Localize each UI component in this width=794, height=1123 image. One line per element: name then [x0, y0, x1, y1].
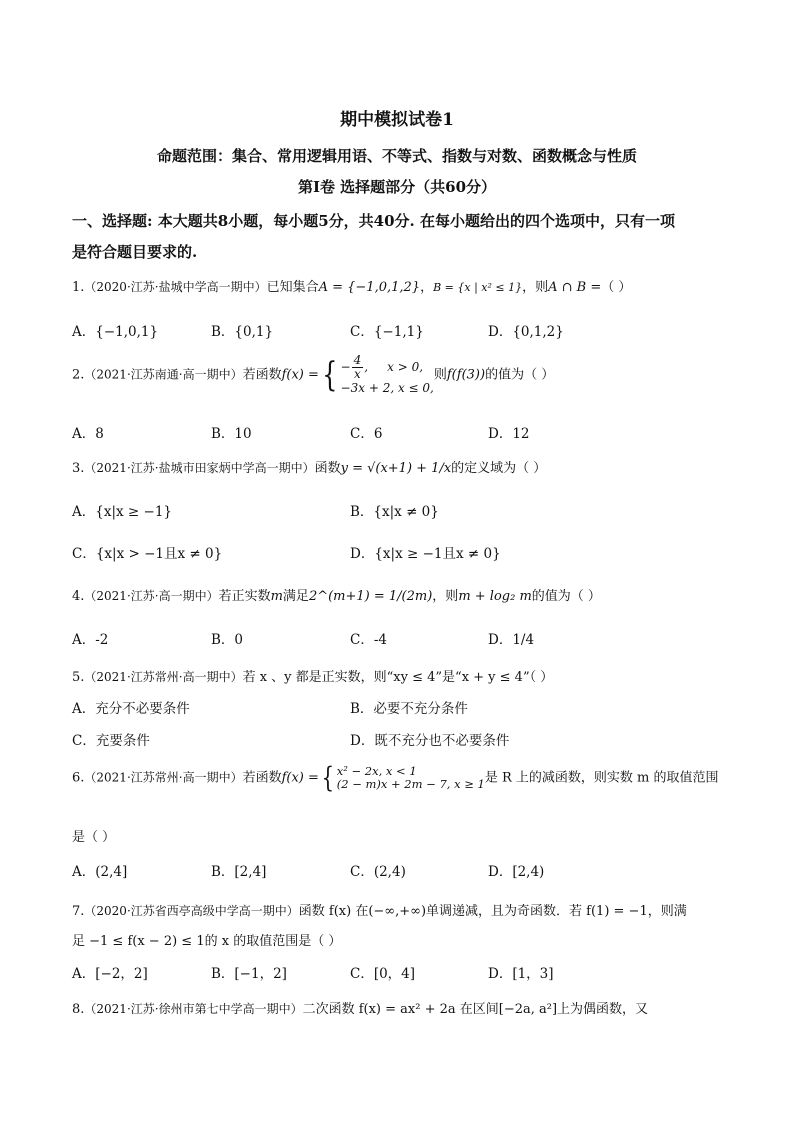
question-number: 6. [72, 770, 85, 786]
option-d[interactable]: D．{0,1,2} [488, 324, 564, 340]
question-2: 2.（2021·江苏南通·高一期中）若函数f(x) ={ − $\frac{4}{x}$ , x > 0, −3x + 2, x ≤ 0, 则f(f(3))的值为（ ） [72, 353, 555, 395]
question-stem: 二次函数 f(x) = ax² + 2a 在区间[−2a, a²]上为偶函数，又 [302, 1002, 649, 1017]
question-stem: 已知集合 [266, 280, 319, 295]
function-name: f(x) = [281, 367, 319, 383]
question-source: （2021·江苏南通·高一期中） [84, 367, 243, 382]
punctuation: ， [420, 280, 434, 295]
question-expression: f(f(3)) [446, 367, 486, 383]
question-source: （2021·江苏常州·高一期中） [84, 670, 243, 684]
variable: m [270, 589, 283, 604]
question-1 [72, 276, 631, 295]
piecewise-cases: − $\frac{4}{x}$ , x > 0, −3x + 2, x ≤ 0, [340, 353, 434, 395]
question-stem: 是 R 上的减函数，则实数 m 的取值范围 [484, 770, 719, 786]
option-c[interactable]: C．{−1,1} [350, 324, 424, 340]
option-c[interactable]: C．充要条件 [72, 733, 150, 749]
option-b[interactable]: B．10 [211, 426, 252, 442]
question-7-continued: 足 −1 ≤ f(x − 2) ≤ 1的 x 的取值范围是（ ） [72, 934, 342, 949]
option-d[interactable]: D．[2,4) [488, 864, 545, 880]
option-a[interactable]: A．-2 [72, 632, 109, 648]
answer-blank: （ ） [601, 280, 632, 295]
question-number: 4. [72, 589, 85, 604]
option-b[interactable]: B．0 [211, 632, 244, 648]
section-instructions-line2: 是符合题目要求的. [72, 243, 198, 261]
question-source: （2021·江苏·盐城市田家炳中学高一期中） [84, 461, 315, 475]
question-number: 5. [72, 670, 85, 685]
question-6: 6.（2021·江苏常州·高一期中）若函数f(x) ={ x² − 2x, x < 1 (2 − m)x + 2m − 7, x ≥ 1 是 R 上的减函数，则实数 m 的取值范围 [72, 761, 719, 794]
option-a[interactable]: A．8 [72, 426, 104, 442]
question-number: 2. [72, 367, 85, 383]
question-stem: 满足 [282, 589, 309, 604]
option-c[interactable]: C．[0，4] [350, 966, 416, 982]
question-stem: 则 [433, 367, 447, 383]
question-3 [72, 457, 546, 476]
question-number: 7. [72, 904, 85, 919]
question-stem: 函数 f(x) 在(−∞,+∞)单调递减，且为奇函数．若 f(1) = −1，则满 [298, 904, 687, 919]
part-heading: 第Ⅰ卷 选择题部分（共60分） [297, 178, 497, 196]
question-stem: 函数 [314, 461, 341, 476]
question-number: 1. [72, 280, 85, 295]
set-a: A = {−1,0,1,2} [318, 280, 421, 295]
question-stem: 的值为（ ） [485, 367, 555, 383]
question-stem: 的值为（ ） [531, 589, 601, 604]
question-expression: A ∩ B = [548, 280, 602, 295]
question-stem: 若函数 [242, 770, 282, 786]
question-source: （2020·江苏·盐城中学高一期中） [84, 280, 267, 294]
question-stem: 若函数 [242, 367, 282, 383]
option-b[interactable]: B．[2,4] [211, 864, 267, 880]
option-d[interactable]: D．1/4 [488, 632, 535, 648]
function-name: f(x) = [281, 770, 319, 786]
question-equation: 2^(m+1) = 1/(2m) [308, 589, 433, 604]
question-expression: y = √(x+1) + 1/x [340, 461, 452, 476]
exam-scope: 命题范围：集合、常用逻辑用语、不等式、指数与对数、函数概念与性质 [156, 147, 637, 165]
question-number: 3. [72, 461, 85, 476]
question-7 [72, 900, 687, 919]
question-4 [72, 585, 601, 604]
option-a[interactable]: A．{−1,0,1} [72, 324, 159, 340]
question-source: （2021·江苏·高一期中） [84, 589, 219, 603]
option-b[interactable]: B．{x|x ≠ 0} [350, 504, 439, 520]
question-source: （2021·江苏·徐州市第七中学高一期中） [84, 1002, 303, 1016]
option-a[interactable]: A．充分不必要条件 [72, 701, 190, 717]
option-a[interactable]: A．[−2，2] [72, 966, 148, 982]
question-5 [72, 666, 553, 685]
option-c[interactable]: C．(2,4) [350, 864, 406, 880]
question-stem: 若 x 、y 都是正实数，则“xy ≤ 4”是“x + y ≤ 4”（ ） [242, 670, 554, 685]
option-c[interactable]: C．6 [350, 426, 383, 442]
option-c[interactable]: C．-4 [350, 632, 387, 648]
question-stem: 的定义域为（ ） [451, 461, 547, 476]
option-a[interactable]: A．(2,4] [72, 864, 128, 880]
option-d[interactable]: D．{x|x ≥ −1且x ≠ 0} [350, 546, 501, 562]
option-b[interactable]: B．必要不充分条件 [350, 701, 468, 717]
section-instructions-line1: 一、选择题: 本大题共8小题，每小题5分，共40分. 在每小题给出的四个选项中，只有一项 [72, 212, 675, 230]
question-stem: ，则 [432, 589, 459, 604]
set-b: B = {x | x² ≤ 1} [433, 281, 523, 294]
question-8 [72, 998, 648, 1017]
question-source: （2021·江苏常州·高一期中） [84, 770, 243, 785]
option-b[interactable]: B．[−1，2] [211, 966, 287, 982]
question-expression: m + log₂ m [458, 589, 532, 604]
option-d[interactable]: D．既不充分也不必要条件 [350, 733, 510, 749]
question-source: （2020·江苏省西亭高级中学高一期中） [84, 904, 299, 918]
question-6-continued: 是（ ） [72, 830, 116, 845]
option-c[interactable]: C．{x|x > −1且x ≠ 0} [72, 546, 223, 562]
option-d[interactable]: D．[1，3] [488, 966, 554, 982]
page-title: 期中模拟试卷1 [340, 110, 454, 130]
question-number: 8. [72, 1002, 85, 1017]
option-b[interactable]: B．{0,1} [211, 324, 274, 340]
question-stem: 若正实数 [218, 589, 271, 604]
option-a[interactable]: A．{x|x ≥ −1} [72, 504, 172, 520]
question-stem: ，则 [522, 280, 549, 295]
option-d[interactable]: D．12 [488, 426, 530, 442]
piecewise-cases: x² − 2x, x < 1 (2 − m)x + 2m − 7, x ≥ 1 [336, 764, 485, 791]
